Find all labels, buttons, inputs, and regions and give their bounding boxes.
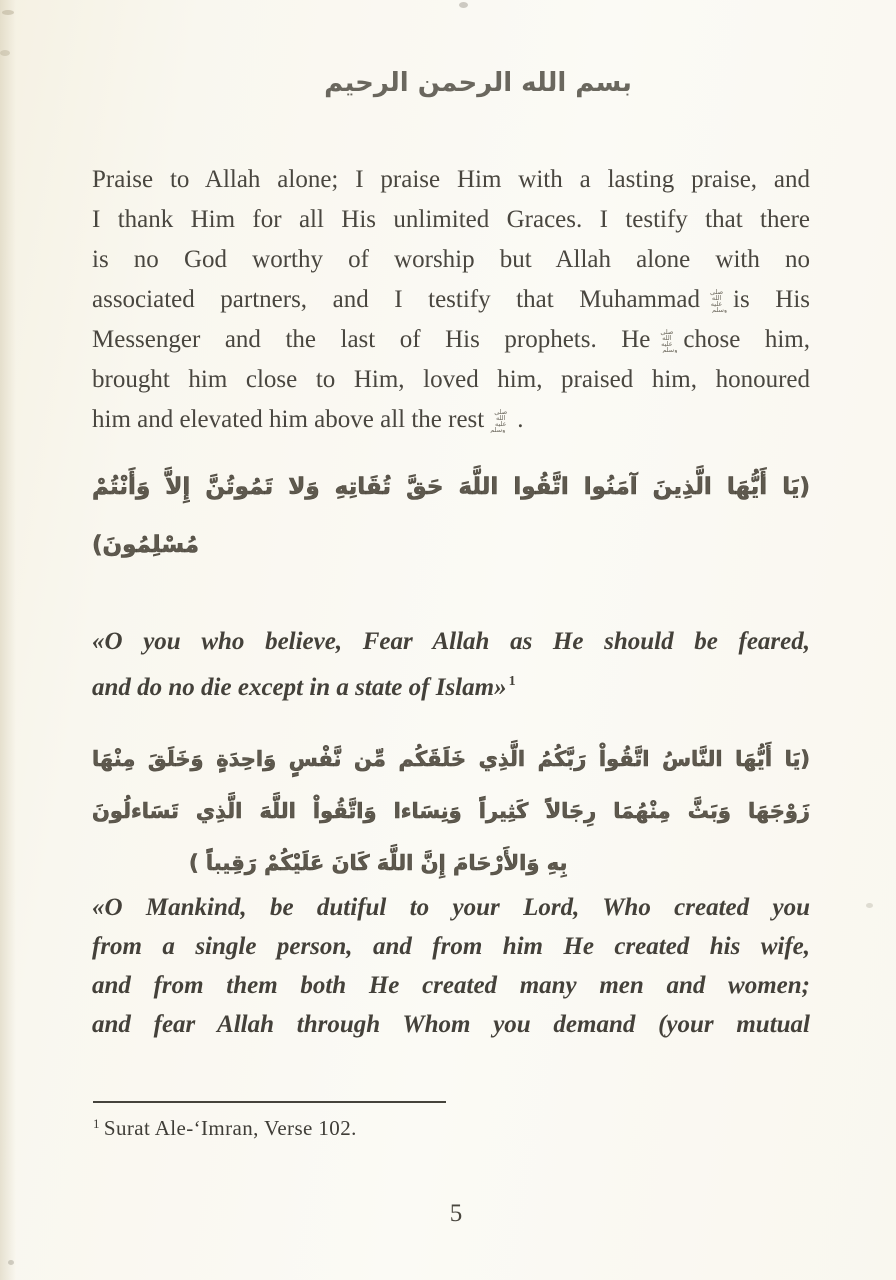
paragraph-text: Praise to Allah alone; I praise Him with a lasting praise, and (92, 166, 810, 193)
intro-paragraph (92, 160, 810, 440)
translation-text: and do no die except in a state of Islam» (92, 674, 507, 701)
paragraph-text: is no God worthy of worship but Allah alone with no (92, 246, 810, 273)
paragraph-line (92, 160, 810, 200)
scan-speck (866, 903, 873, 908)
basmala-heading: بسم الله الرحمن الرحيم (324, 68, 632, 98)
scan-speck (8, 1260, 14, 1265)
paragraph-line (92, 200, 810, 240)
quran-verse-arabic-3-102 (92, 458, 810, 574)
translation-line: «O Mankind, be dutiful to your Lord, Who created you (92, 894, 810, 921)
pbuh-calligraphy-icon: صلى الله عليه وسلم (660, 329, 678, 353)
paragraph-text: associated partners, and I testify that Muhammad (92, 286, 701, 313)
pbuh-calligraphy-icon: صلى الله عليه وسلم (490, 409, 508, 433)
arabic-verse-line: (يَا أَيُّهَا النَّاسُ اتَّقُواْ رَبَّكُمُ الَّذِي خَلَقَكُم مِّن نَّفْسٍ وَاحِدَةٍ وَخَلَقَ مِنْهَا (92, 747, 810, 771)
translation-line: from a single person, and from him He created his wife, (92, 933, 810, 960)
translation-line: «O you who believe, Fear Allah as He should be feared, (92, 628, 810, 655)
verse-translation-3-102 (92, 622, 810, 702)
footnote-text: Surat Ale-‘Imran, Verse 102. (103, 1116, 357, 1140)
paragraph-line (92, 400, 810, 440)
paragraph-text: . (517, 406, 524, 433)
footnote-marker: 1 (93, 1116, 100, 1131)
arabic-verse-line: (يَا أَيُّهَا الَّذِينَ آمَنُوا اتَّقُوا اللَّهَ حَقَّ تُقَاتِهِ وَلا تَمُوتُنَّ إِلاَّ وَأَنْتُمْ (92, 474, 810, 500)
scan-speck (0, 50, 10, 56)
paragraph-text: him and elevated him above all the rest (92, 406, 485, 433)
scan-speck (459, 2, 468, 8)
footnote-divider (93, 1101, 446, 1103)
translation-line: and from them both He created many men and women; (92, 972, 810, 999)
arabic-verse-line: زَوْجَهَا وَبَثَّ مِنْهُمَا رِجَالاً كَثِيراً وَنِسَاءا وَاتَّقُواْ اللَّهَ الَّذِي تَسَاءلُونَ (92, 799, 810, 823)
arabic-verse-line: بِهِ وَالأَرْحَامَ إِنَّ اللَّهَ كَانَ عَلَيْكُمْ رَقِيباً ) (189, 851, 568, 875)
binding-shadow (0, 0, 16, 1280)
footnote-reference: 1 (508, 674, 516, 689)
paragraph-text: Messenger and the last of His prophets. He (92, 326, 651, 353)
scan-speck (2, 10, 14, 15)
paragraph-text: brought him close to Him, loved him, praised him, honoured (92, 366, 810, 393)
arabic-verse-line: مُسْلِمُونَ) (92, 532, 200, 558)
paragraph-line (92, 320, 810, 360)
page-number: 5 (449, 1200, 463, 1227)
paragraph-line (92, 240, 810, 280)
quran-verse-arabic-4-1 (92, 733, 810, 889)
translation-line: and fear Allah through Whom you demand (your mutual (92, 1011, 810, 1038)
paragraph-text: is His (733, 286, 811, 313)
paragraph-line (92, 360, 810, 400)
verse-translation-4-1 (92, 888, 810, 1044)
pbuh-calligraphy-icon: صلى الله عليه وسلم (710, 289, 728, 313)
footnote (93, 1116, 793, 1141)
paragraph-text: chose him, (683, 326, 810, 353)
translation-line (92, 662, 810, 702)
paragraph-line (92, 280, 810, 320)
paragraph-text: I thank Him for all His unlimited Graces. I testify that there (92, 206, 810, 233)
